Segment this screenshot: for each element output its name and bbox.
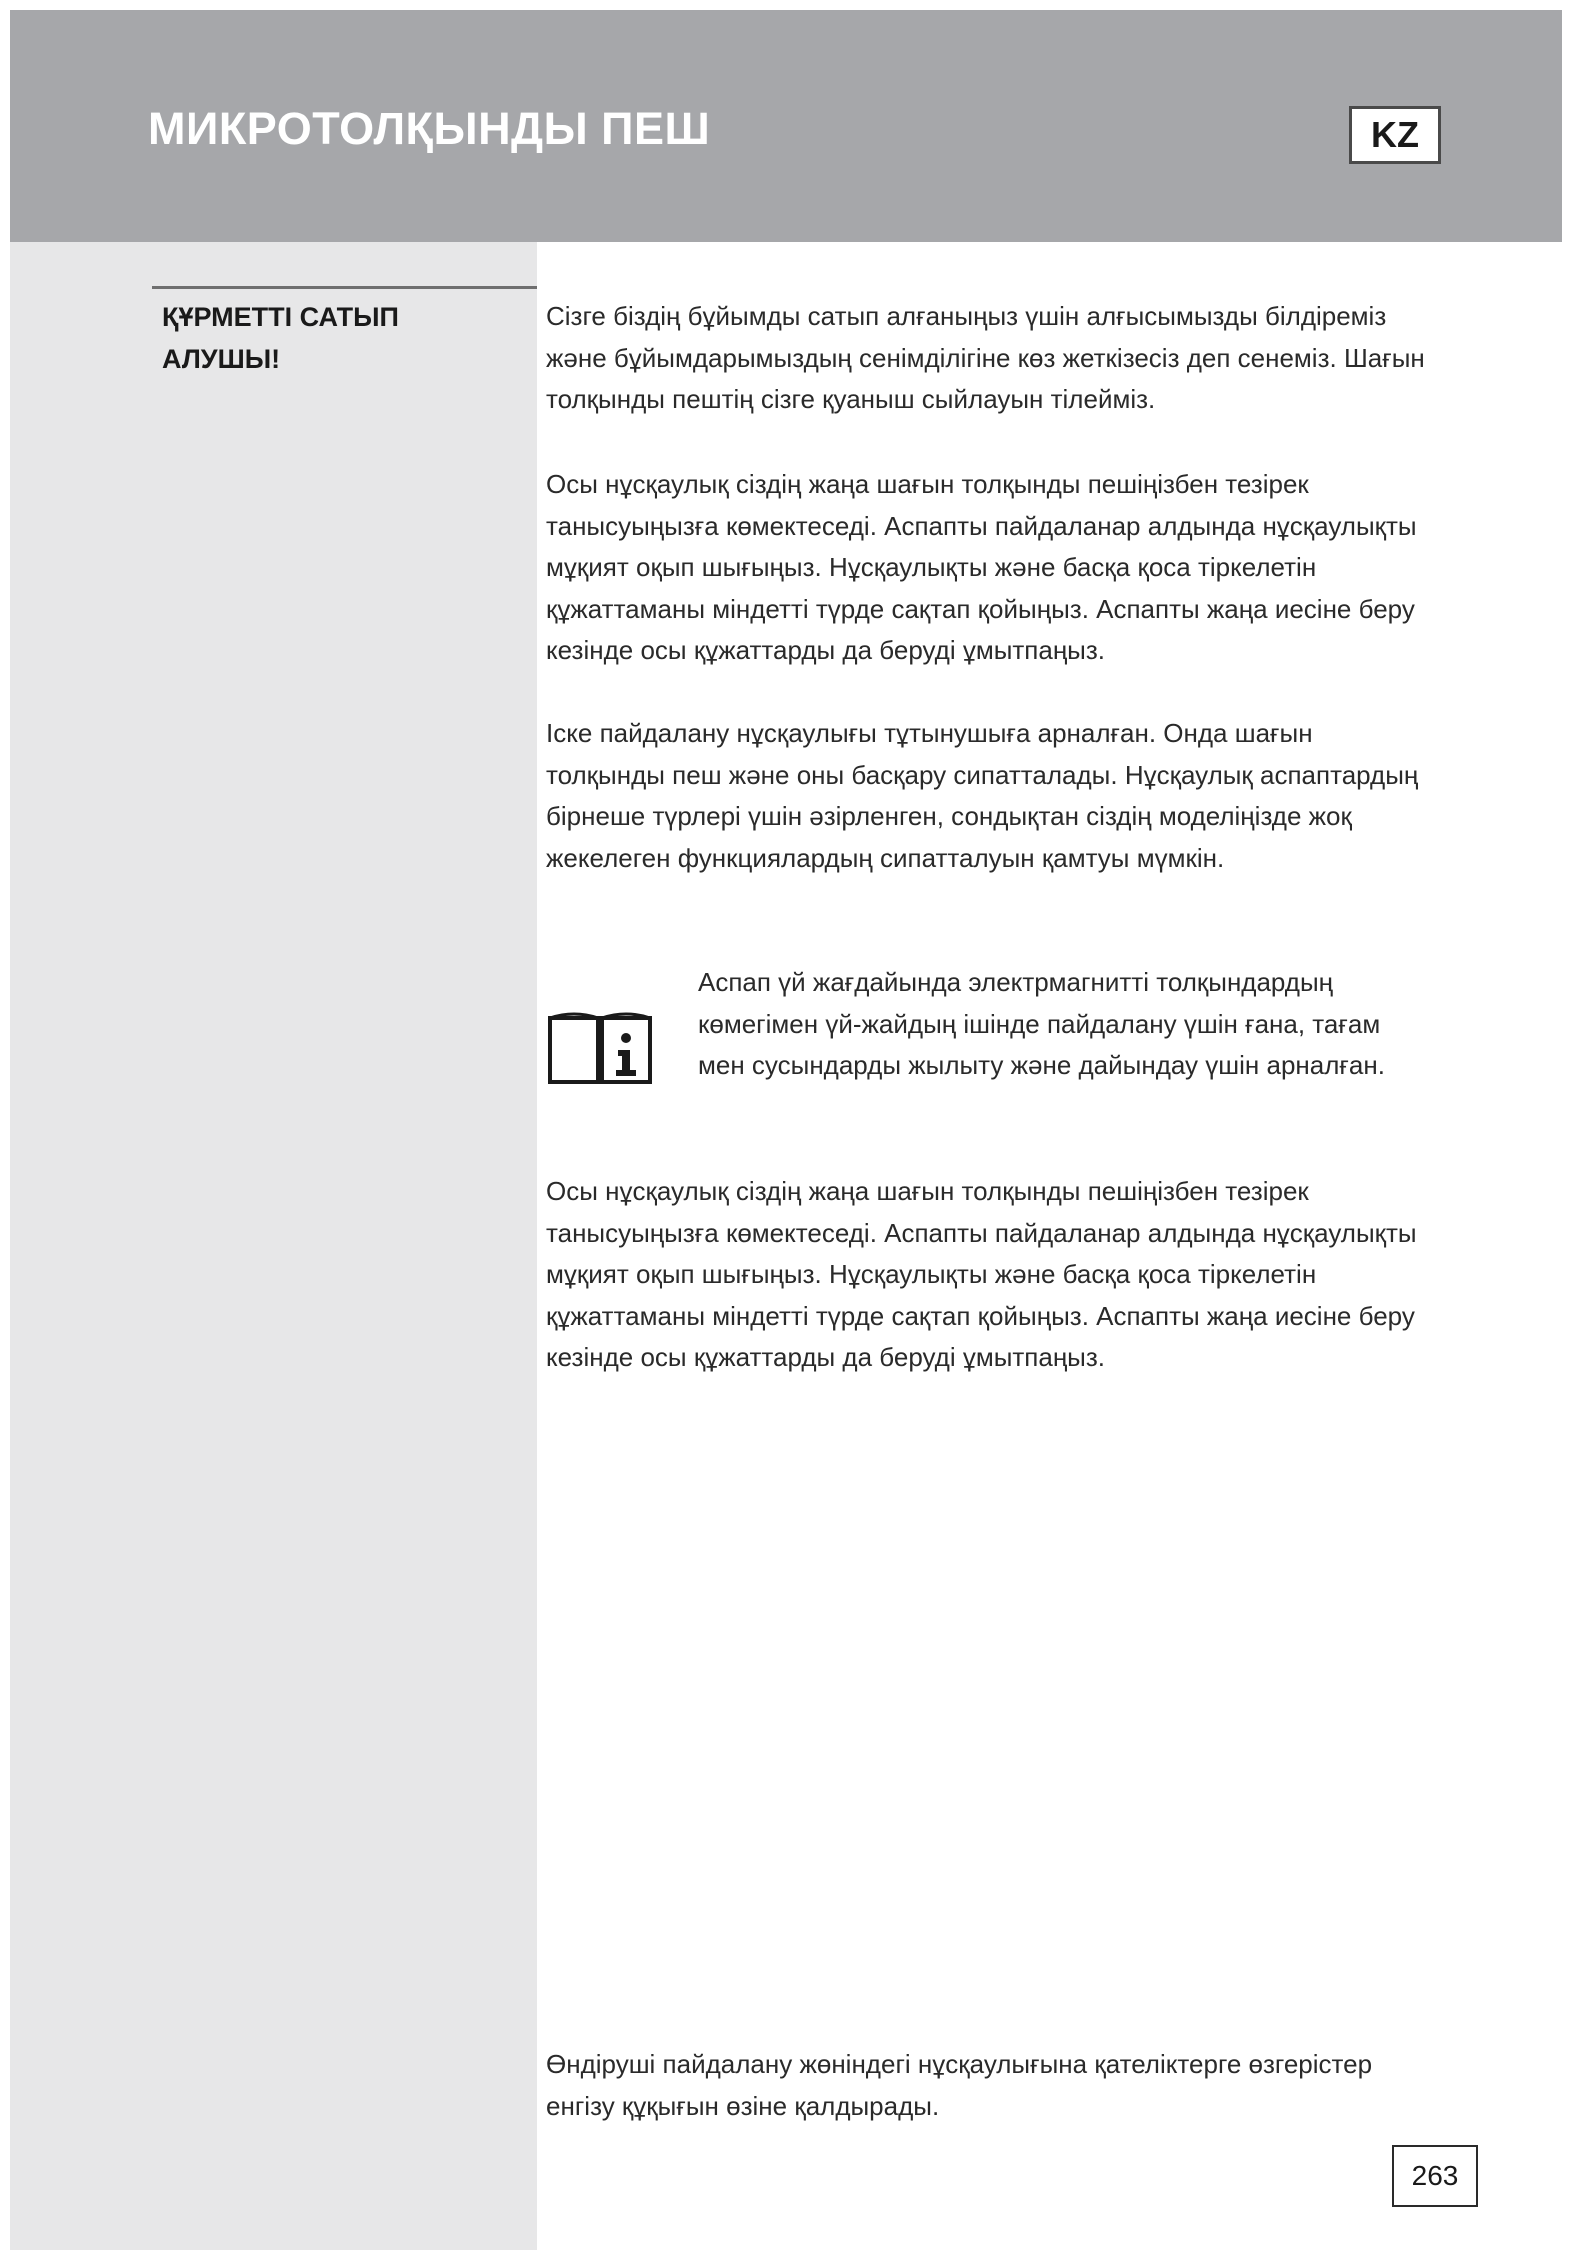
usage-paragraph: Іске пайдалану нұсқаулығы тұтынушыға арналған. Онда шағын толқынды пеш және оны басқару сипатталады. Нұсқаулық аспаптардың бірнеше түрлері үшін әзірленген, сондықтан сіздің моделіңізде жоқ жекелеген функциялардың сипатталуын қамтуы мүмкін. [546, 718, 1419, 873]
usage-section [546, 713, 1426, 879]
language-badge: KZ [1349, 106, 1441, 164]
intro-paragraph: Сізге біздің бұйымды сатып алғаныңыз үшін алғысымызды білдіреміз және бұйымдарымыздың сенімділігіне көз жеткізесіз деп сенеміз. Шағын толқынды пештің сізге қуаныш сыйлауын тілейміз. [546, 301, 1425, 414]
sidebar [10, 242, 537, 2250]
sidebar-divider [152, 286, 537, 289]
info-manual-icon [546, 1008, 654, 1088]
page-header [10, 10, 1562, 242]
manual-section [546, 464, 1426, 672]
page-title: МИКРОТОЛҚЫНДЫ ПЕШ [148, 103, 711, 154]
note-text: Аспап үй жағдайында электрмагнитті толқындардың көмегімен үй-жайдың ішінде пайдалану үшін ғана, тағам мен сусындарды жылыту және дайындау үшін арналған. [698, 967, 1385, 1080]
manual-paragraph: Осы нұсқаулық сіздің жаңа шағын толқынды пешіңізбен тезірек танысуыңызға көмектеседі. Аспапты пайдаланар алдында нұсқаулықты мұқият оқып шығыңыз. Нұсқаулықты және басқа қоса тіркелетін құжаттаманы міндетті түрде сақтап қойыңыз. Аспапты жаңа иесіне беру кезінде осы құжаттарды да беруді ұмытпаңыз. [546, 469, 1417, 665]
footer-note-section [546, 2044, 1426, 2127]
repeat-paragraph: Осы нұсқаулық сіздің жаңа шағын толқынды пешіңізбен тезірек танысуыңызға көмектеседі. Аспапты пайдаланар алдында нұсқаулықты мұқият оқып шығыңыз. Нұсқаулықты және басқа қоса тіркелетін құжаттаманы міндетті түрде сақтап қойыңыз. Аспапты жаңа иесіне беру кезінде осы құжаттарды да беруді ұмытпаңыз. [546, 1176, 1417, 1372]
intro-section [546, 296, 1426, 421]
sidebar-heading: ҚҰРМЕТТІ САТЫП АЛУШЫ! [162, 302, 399, 374]
page-number: 263 [1392, 2145, 1478, 2207]
repeat-section [546, 1171, 1426, 1379]
footer-note: Өндіруші пайдалану жөніндегі нұсқаулығына қателіктерге өзгерістер енгізу құқығын өзіне қалдырады. [546, 2049, 1373, 2121]
